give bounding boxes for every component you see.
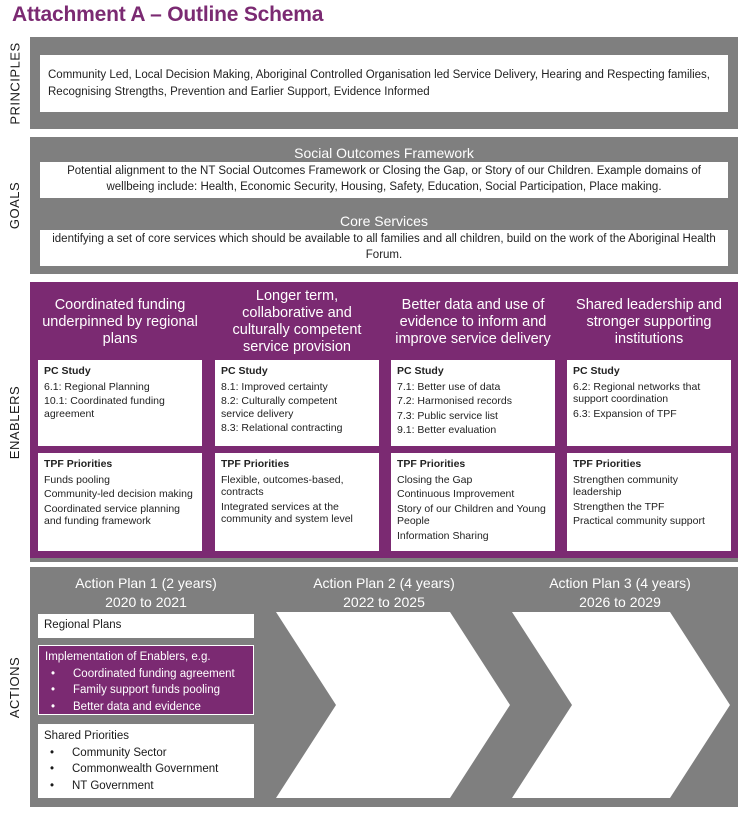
- action-plan-1-heading: [38, 574, 254, 612]
- pc-study-title: PC Study: [44, 365, 91, 377]
- tpf-item: Practical community support: [573, 515, 705, 527]
- tpf-priorities-title: TPF Priorities: [44, 458, 113, 470]
- shared-priority-item: • NT Government: [44, 778, 248, 795]
- pc-item: 6.3: Expansion of TPF: [573, 407, 677, 420]
- social-outcomes-framework-title: Social Outcomes Framework: [294, 145, 474, 161]
- shared-priority-item: • Community Sector: [44, 745, 248, 762]
- tpf-item: Story of our Children and Young People: [397, 502, 546, 527]
- pc-item: 6.1: Regional Planning: [44, 380, 150, 393]
- pc-item: 8.1: Improved certainty: [221, 380, 328, 393]
- tpf-priorities-title: TPF Priorities: [397, 458, 466, 470]
- tpf-item: Flexible, outcomes-based, contracts: [221, 473, 344, 498]
- regional-plans-box: [38, 614, 254, 638]
- enabler-heading-shared-leadership: Shared leadership and stronger supporting institutions: [576, 296, 722, 347]
- implementation-item: • Family support funds pooling: [45, 682, 247, 699]
- shared-priority-item: • Commonwealth Government: [44, 761, 248, 778]
- social-outcomes-framework-text: Potential alignment to the NT Social Outcomes Framework or Closing the Gap, or Story of our Children. Example domains of wellbeing include: Health, Economic Security, Housing, Safety, Education, Social Participation, Place making.: [67, 165, 701, 193]
- tpf-item: Funds pooling: [44, 473, 110, 486]
- enabler-heading-longer-term: Longer term, collaborative and culturally competent service provision: [232, 288, 362, 355]
- pc-item: 8.3: Relational contracting: [221, 422, 343, 434]
- pc-item: 9.1: Better evaluation: [397, 424, 497, 436]
- pc-item: 7.1: Better use of data: [397, 380, 501, 393]
- tpf-item: Coordinated service planning and funding framework: [44, 502, 181, 527]
- action-plan-2-heading: [276, 574, 492, 612]
- chevron-arrow-icon: [512, 612, 730, 798]
- implementation-title: Implementation of Enablers, e.g.: [45, 651, 211, 663]
- action-plan-3-heading: [512, 574, 728, 612]
- actions-label: ACTIONS: [7, 656, 23, 718]
- principles-text: Community Led, Local Decision Making, Aboriginal Controlled Organisation led Service Delivery, Hearing and Respecting families, Recognising Strengths, Prevention and Earlier Support, Evidence Informed: [48, 69, 710, 98]
- enablers-label: ENABLERS: [7, 385, 23, 459]
- pc-item: 8.2: Culturally competent service delivery: [221, 395, 338, 420]
- chevron-arrow-icon: [276, 612, 510, 798]
- tpf-item: Integrated services at the community and system level: [221, 500, 353, 525]
- pc-item: 7.2: Harmonised records: [397, 395, 512, 407]
- core-services-title: Core Services: [340, 213, 428, 229]
- action-plan-3-name: Action Plan 3 (4 years): [549, 575, 691, 591]
- implementation-box: [38, 645, 254, 715]
- action-plan-2-period: 2022 to 2025: [343, 594, 425, 610]
- tpf-item: Strengthen the TPF: [573, 500, 665, 513]
- regional-plans-text: Regional Plans: [44, 619, 122, 631]
- pc-item: 6.2: Regional networks that support coordination: [573, 380, 701, 405]
- tpf-item: Community-led decision making: [44, 488, 193, 500]
- action-plan-3-period: 2026 to 2029: [579, 594, 661, 610]
- goals-label: GOALS: [7, 181, 23, 230]
- principles-label: PRINCIPLES: [7, 41, 23, 125]
- tpf-priorities-title: TPF Priorities: [573, 458, 642, 470]
- implementation-item: • Coordinated funding agreement: [45, 666, 247, 683]
- enabler-heading-coordinated-funding: Coordinated funding underpinned by regional plans: [42, 296, 198, 347]
- pc-study-title: PC Study: [573, 365, 620, 377]
- action-plan-2-name: Action Plan 2 (4 years): [313, 575, 455, 591]
- implementation-item: • Better data and evidence: [45, 699, 247, 716]
- pc-study-title: PC Study: [221, 365, 268, 377]
- action-plan-1-period: 2020 to 2021: [105, 594, 187, 610]
- tpf-item: Strengthen community leadership: [573, 473, 679, 498]
- shared-priorities-title: Shared Priorities: [44, 730, 130, 742]
- tpf-priorities-title: TPF Priorities: [221, 458, 290, 470]
- action-plan-1-name: Action Plan 1 (2 years): [75, 575, 217, 591]
- page-title: Attachment A – Outline Schema: [12, 3, 324, 26]
- shared-priorities-box: [38, 724, 254, 798]
- pc-study-title: PC Study: [397, 365, 444, 377]
- pc-item: 10.1: Coordinated funding agreement: [44, 395, 165, 420]
- core-services-text: identifying a set of core services which should be available to all families and all children, build on the work of the Aboriginal Health Forum.: [52, 233, 716, 261]
- tpf-item: Closing the Gap: [397, 473, 473, 486]
- pc-item: 7.3: Public service list: [397, 409, 498, 422]
- tpf-item: Continuous Improvement: [397, 488, 515, 500]
- enabler-heading-better-data: Better data and use of evidence to inform and improve service delivery: [395, 296, 551, 347]
- tpf-item: Information Sharing: [397, 529, 489, 542]
